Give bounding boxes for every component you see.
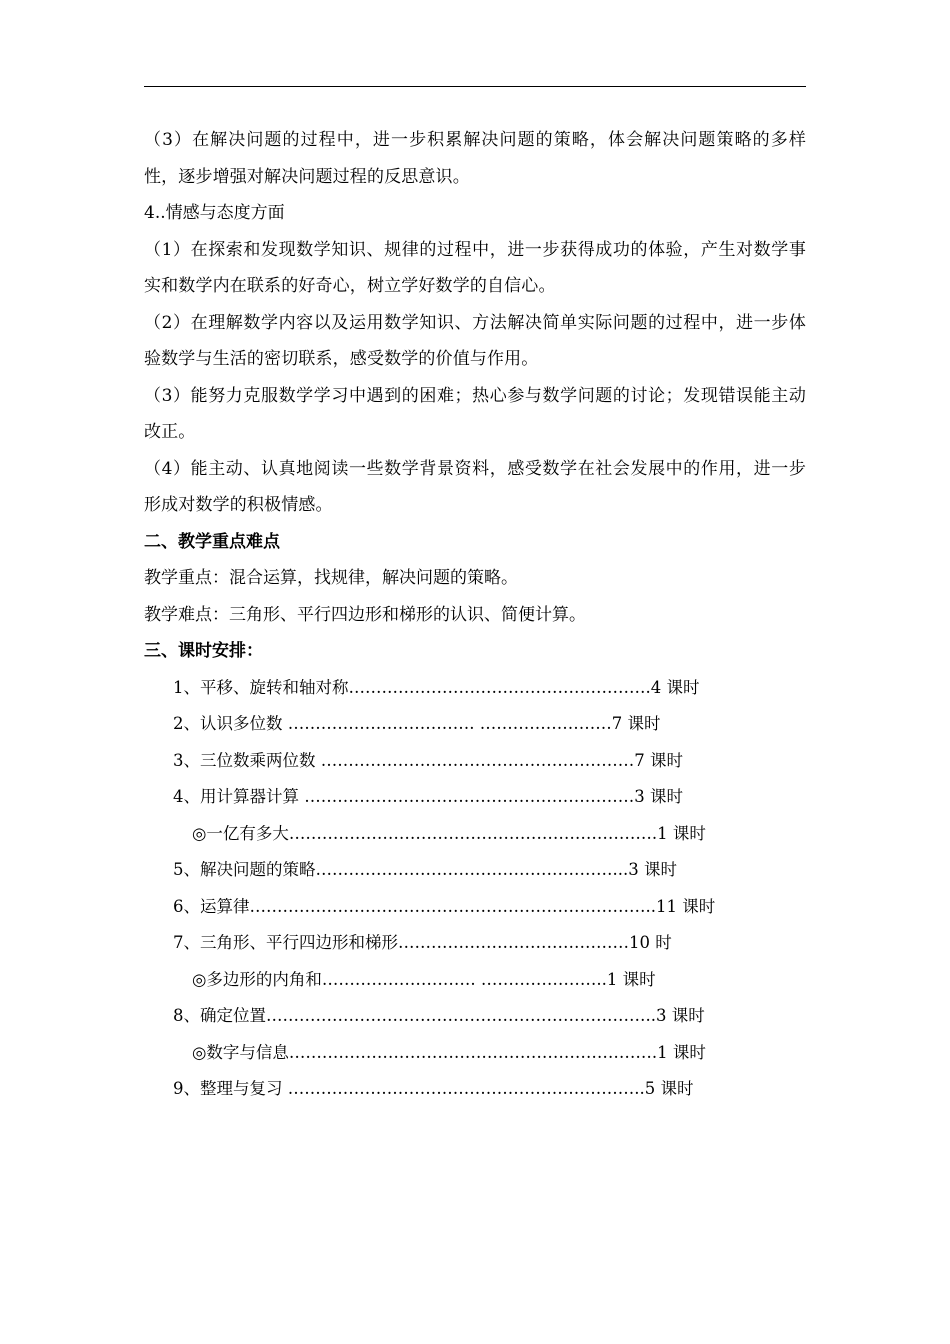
schedule-item: 8、确定位置……………………………………………………………..3 课时 — [173, 1006, 705, 1025]
key-points: 教学重点：混合运算，找规律，解决问题的策略。 — [144, 568, 518, 588]
heading-schedule: 三、课时安排： — [144, 641, 263, 661]
paragraph-emotion-2: （2）在理解数学内容以及运用数学知识、方法解决简单实际问题的过程中，进一步体验数学与生活的密切联系，感受数学的价值与作用。 — [144, 312, 806, 369]
header-rule — [144, 86, 806, 87]
heading-key-difficult-points: 二、教学重点难点 — [144, 531, 280, 552]
section4-title: 4..情感与态度方面 — [144, 203, 285, 223]
paragraph-emotion-4: （4）能主动、认真地阅读一些数学背景资料，感受数学在社会发展中的作用，进一步形成对数学的积极情感。 — [144, 458, 806, 515]
schedule-item: 7、三角形、平行四边形和梯形……………………………………10 时 — [173, 933, 672, 952]
schedule-subitem: ◎多边形的内角和………………………. …………………..1 课时 — [192, 969, 656, 989]
paragraph-emotion-1: （1）在探索和发现数学知识、规律的过程中，进一步获得成功的体验，产生对数学事实和数学内在联系的好奇心，树立学好数学的自信心。 — [144, 239, 806, 296]
schedule-item: 3、三位数乘两位数 …………………………………………………7 课时 — [173, 750, 683, 770]
schedule-item: 4、用计算器计算 ……………………………………………………3 课时 — [173, 787, 683, 806]
schedule-item: 1、平移、旋转和轴对称……………………………………………….4 课时 — [173, 677, 700, 697]
paragraph-solve-strategy: （3）在解决问题的过程中，进一步积累解决问题的策略，体会解决问题策略的多样性，逐步增强对解决问题过程的反思意识。 — [144, 130, 806, 187]
paragraph-emotion-3: （3）能努力克服数学学习中遇到的困难；热心参与数学问题的讨论；发现错误能主动改正。 — [144, 385, 806, 442]
schedule-item: 5、解决问题的策略………………………………………………...3 课时 — [173, 860, 677, 879]
schedule-subitem: ◎一亿有多大………………………………………………………….1 课时 — [192, 823, 706, 843]
schedule-subitem: ◎数字与信息………………………………………………………….1 课时 — [192, 1042, 706, 1062]
document-body — [144, 122, 806, 1108]
schedule-list — [144, 670, 806, 1108]
schedule-item: 9、整理与复习 ………………………………………………………..5 课时 — [173, 1079, 694, 1098]
schedule-item: 2、认识多位数 ……………………………. ……………………7 课时 — [173, 714, 661, 733]
schedule-item: 6、运算律………………………………………………………………..11 课时 — [173, 896, 716, 916]
difficult-points: 教学难点：三角形、平行四边形和梯形的认识、简便计算。 — [144, 604, 586, 625]
